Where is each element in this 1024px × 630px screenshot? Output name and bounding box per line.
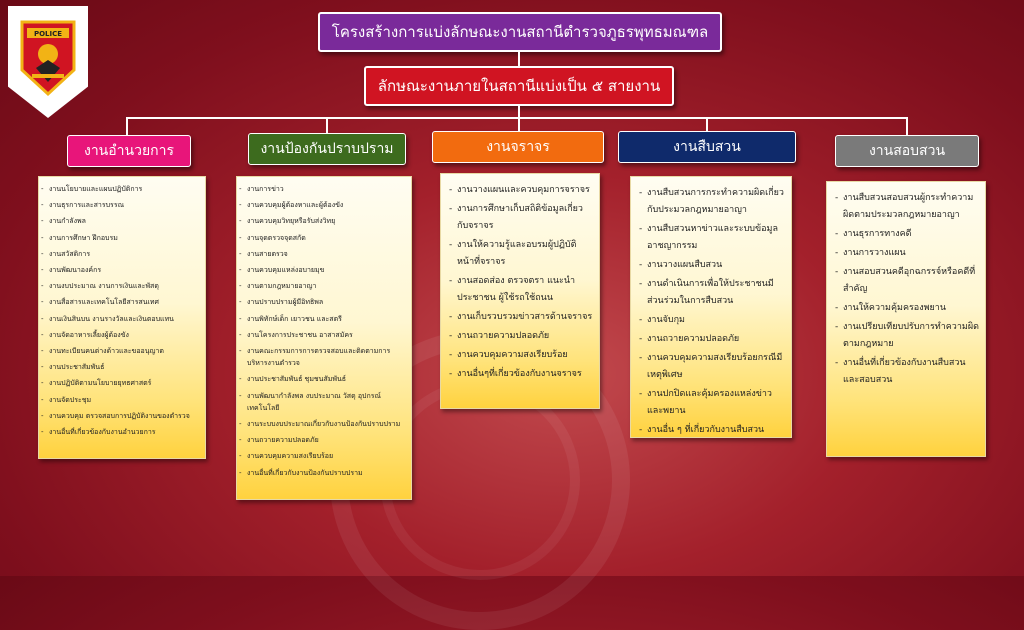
list-item: - งานธุรการทางคดี — [843, 226, 979, 243]
list-item: - งานประชาสัมพันธ์ — [49, 361, 201, 373]
list-item: - งานสืบสวนสอบสวนผู้กระทำความผิดตามประมวลกฎหมายอาญา — [843, 190, 979, 224]
connector — [706, 117, 708, 131]
list-item: - งานคณะกรรมการการตรวจสอบและติดตามการบริหารงานตำรวจ — [247, 345, 407, 369]
list-item: - งานประชาสัมพันธ์ ชุมชนสัมพันธ์ — [247, 373, 407, 385]
list-item: - งานระบบงบประมาณเกี่ยวกับงานป้องกันปราบปราม — [247, 418, 407, 430]
investigation-panel — [630, 176, 792, 438]
branch-line — [126, 117, 908, 119]
list-item: - งานกำลังพล — [49, 215, 201, 227]
list-item: - งานเก็บรวบรวมข่าวสารด้านจราจร — [457, 309, 593, 326]
list-item: - งานพัฒนาองค์กร — [49, 264, 201, 276]
traffic-header: งานจราจร — [432, 131, 604, 163]
list-item: - งานควบคุม ตรวจสอบการปฏิบัติงานของตำรวจ — [49, 410, 201, 422]
list-item: - งานนโยบายและแผนปฏิบัติการ — [49, 183, 201, 195]
list-item: - งานการวางแผน — [843, 245, 979, 262]
list-item: - งานถวายความปลอดภัย — [647, 331, 785, 348]
list-item: - งานอื่นที่เกี่ยวข้องกับงานอำนวยการ — [49, 426, 201, 438]
admin-panel — [38, 176, 206, 459]
connector — [326, 117, 328, 133]
list-item: - งานอื่นที่เกี่ยวกับงานป้องกันปราบปราม — [247, 467, 407, 479]
svg-text:POLICE: POLICE — [33, 30, 63, 38]
traffic-panel — [440, 173, 600, 409]
admin-header: งานอำนวยการ — [67, 135, 191, 167]
list-item: - งานปกปิดและคุ้มครองแหล่งข่าวและพยาน — [647, 386, 785, 420]
list-item: - งานสืบสวนหาข่าวและระบบข้อมูลอาชญากรรม — [647, 221, 785, 255]
list-item: - งานงบประมาณ งานการเงินและพัสดุ — [49, 280, 201, 292]
list-item: - งานจัดประชุม — [49, 394, 201, 406]
connector — [518, 117, 520, 131]
list-item: - งานจัดอาหารเลี้ยงผู้ต้องขัง — [49, 329, 201, 341]
list-item: - งานถวายความปลอดภัย — [247, 434, 407, 446]
list-item: - งานการศึกษา ฝึกอบรม — [49, 232, 201, 244]
list-item: - งานให้ความรู้และอบรมผู้ปฏิบัติหน้าที่จราจร — [457, 237, 593, 271]
list-item: - งานควบคุมความสงเรียบร้อย — [247, 450, 407, 462]
list-item: - งานเปรียบเทียบปรับการทำความผิดตามกฎหมาย — [843, 319, 979, 353]
list-item: - งานควบคุมแหล่งอบายมุข — [247, 264, 407, 276]
list-item: - งานพัฒนากำลังพล งบประมาณ วัสดุ อุปกรณ์ เทคโนโลยี — [247, 390, 407, 414]
list-item: - งานสายตรวจ — [247, 248, 407, 260]
list-item: - งานดำเนินการเพื่อให้ประชาชนมีส่วนร่วมในการสืบสวน — [647, 276, 785, 310]
connector — [518, 52, 520, 66]
page-title: โครงสร้างการแบ่งลักษณะงานสถานีตำรวจภูธรพุทธมณฑล — [318, 12, 722, 52]
list-item: - งานเงินสินบน งานรางวัลและเงินตอบแทน — [49, 313, 201, 325]
list-item: - งานการศึกษาเก็บสถิติข้อมูลเกี่ยวกับจราจร — [457, 201, 593, 235]
investigation-header: งานสืบสวน — [618, 131, 796, 163]
list-item: - งานการข่าว — [247, 183, 407, 195]
list-item: - งานโครงการประชาชน อาสาสมัคร — [247, 329, 407, 341]
list-item: - งานให้ความคุ้มครองพยาน — [843, 300, 979, 317]
subtitle-box: ลักษณะงานภายในสถานีแบ่งเป็น ๕ สายงาน — [364, 66, 674, 106]
list-item: - งานควบคุมความสงเรียบร้อยกรณีมีเหตุพิเศษ — [647, 350, 785, 384]
list-item: - งานวางแผนและควบคุมการจราจร — [457, 182, 593, 199]
inquiry-panel — [826, 181, 986, 457]
admin-list — [39, 177, 205, 438]
list-item: - งานถวายความปลอดภัย — [457, 328, 593, 345]
inquiry-header: งานสอบสวน — [835, 135, 979, 167]
list-item: - งานควบคุมความสงเรียบร้อย — [457, 347, 593, 364]
connector — [906, 117, 908, 135]
list-item: - งานสื่อสารและเทคโนโลยีสารสนเทศ — [49, 296, 201, 308]
connector — [126, 117, 128, 135]
list-item: - งานทะเบียนคนต่างด้าวและขออนุญาต — [49, 345, 201, 357]
police-badge-icon — [18, 18, 78, 98]
list-item: - งานสอบสวนคดีอุกฉกรรจ์หรือคดีที่สำคัญ — [843, 264, 979, 298]
prevention-list — [237, 177, 411, 479]
inquiry-list — [827, 182, 985, 389]
list-item: - งานวางแผนสืบสวน — [647, 257, 785, 274]
list-item: - งานควบคุมผู้ต้องหาและผู้ต้องขัง — [247, 199, 407, 211]
list-item: - งานธุรการและสารบรรณ — [49, 199, 201, 211]
list-item: - งานจับกุม — [647, 312, 785, 329]
list-item: - งานอื่นๆที่เกี่ยวข้องกับงานจราจร — [457, 366, 593, 383]
list-item: - งานตามกฎหมายอาญา — [247, 280, 407, 292]
list-item: - งานพิทักษ์เด็ก เยาวชน และสตรี — [247, 313, 407, 325]
list-item: - งานสวัสดิการ — [49, 248, 201, 260]
prevention-panel — [236, 176, 412, 500]
traffic-list — [441, 174, 599, 383]
list-item: - งานอื่น ๆ ที่เกี่ยวกับงานสืบสวน — [647, 422, 785, 439]
list-item: - งานอื่นที่เกี่ยวข้องกับงานสืบสวนและสอบสวน — [843, 355, 979, 389]
list-item: - งานสืบสวนการกระทำความผิดเกี่ยวกับประมวลกฎหมายอาญา — [647, 185, 785, 219]
police-logo — [8, 6, 88, 118]
list-item: - งานปราบปรามผู้มีอิทธิพล — [247, 296, 407, 308]
list-item: - งานควบคุมวิทยุหรือรับส่งวิทยุ — [247, 215, 407, 227]
investigation-list — [631, 177, 791, 439]
list-item: - งานปฏิบัติตามนโยบายยุทธศาสตร์ — [49, 377, 201, 389]
list-item: - งานจุดตรวจจุดสกัด — [247, 232, 407, 244]
list-item: - งานสอดส่อง ตรวจตรา แนะนำประชาชน ผู้ใช้รถใช้ถนน — [457, 273, 593, 307]
prevention-header: งานป้องกันปราบปราม — [248, 133, 406, 165]
